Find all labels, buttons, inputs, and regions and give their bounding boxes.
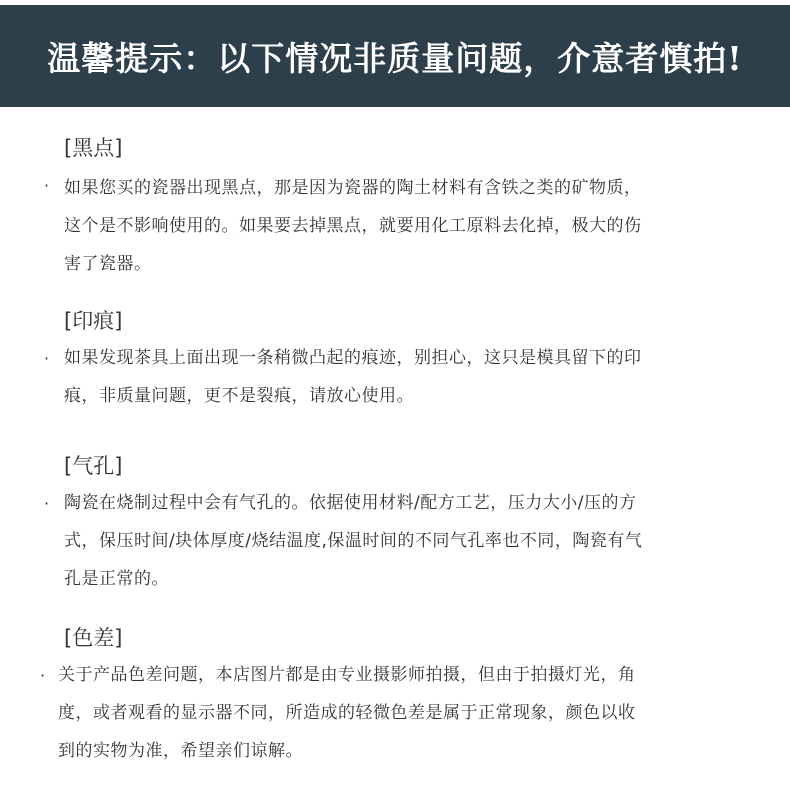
body-line: 式，保压时间/块体厚度/烧结温度,保温时间的不同气孔率也不同，陶瓷有气 — [64, 531, 643, 551]
body-line: 孔是正常的。 — [64, 569, 169, 589]
body-line: 如果发现茶具上面出现一条稍微凸起的痕迹，别担心，这只是模具留下的印 — [64, 348, 642, 368]
section-body — [64, 169, 754, 283]
section-heading: [色差] — [64, 626, 123, 650]
body-line: 到的实物为准，希望亲们谅解。 — [58, 741, 303, 761]
body-line: 这个是不影响使用的。如果要去掉黑点，就要用化工原料去化掉，极大的伤 — [64, 216, 642, 236]
body-line: 陶瓷在烧制过程中会有气孔的。依据使用材料/配方工艺，压力大小/压的方 — [64, 493, 637, 513]
section-body — [64, 339, 754, 415]
bullet-dot: · — [44, 176, 50, 195]
section-body — [58, 656, 748, 770]
banner-title: 温馨提示：以下情况非质量问题，介意者慎拍! — [47, 38, 743, 78]
header-banner — [0, 5, 790, 107]
body-line: 度，或者观看的显示器不同，所造成的轻微色差是属于正常现象，颜色以收 — [58, 703, 636, 723]
section-heading: [气孔] — [64, 454, 123, 478]
bullet-dot: · — [40, 666, 46, 685]
body-line: 痕，非质量问题，更不是裂痕，请放心使用。 — [64, 386, 414, 406]
body-line: 关于产品色差问题，本店图片都是由专业摄影师拍摄，但由于拍摄灯光，角 — [58, 665, 636, 685]
bullet-dot: · — [44, 349, 50, 368]
body-line: 如果您买的瓷器出现黑点，那是因为瓷器的陶土材料有含铁之类的矿物质， — [64, 178, 642, 198]
section-body — [64, 484, 754, 598]
bullet-dot: · — [44, 494, 50, 513]
section-heading: [黑点] — [64, 136, 123, 160]
section-heading: [印痕] — [64, 309, 123, 333]
body-line: 害了瓷器。 — [64, 254, 152, 274]
